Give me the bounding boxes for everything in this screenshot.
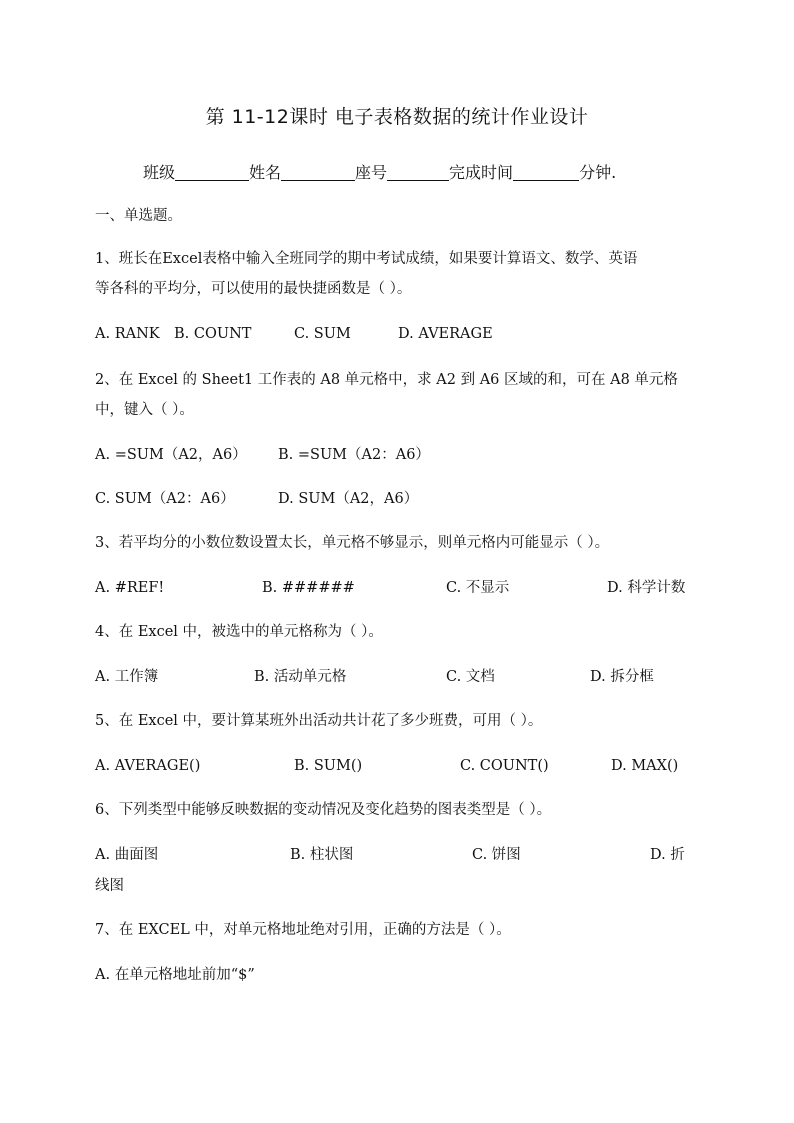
class-blank[interactable]: [175, 164, 249, 181]
minutes-suffix: 分钟.: [579, 163, 617, 182]
q3-option-a: A. #REF!: [95, 580, 165, 596]
question-1-line-2: 等各科的平均分，可以使用的最快捷函数是（ ）。: [95, 281, 412, 297]
q5-option-a: A. AVERAGE(): [95, 758, 201, 774]
section-heading: 一、单选题。: [95, 208, 182, 224]
q5-option-d: D. MAX(): [611, 758, 679, 774]
q5-option-b: B. SUM(): [294, 758, 363, 774]
seat-blank[interactable]: [387, 164, 449, 181]
time-label: 完成时间: [449, 163, 514, 182]
q7-option-a: A. 在单元格地址前加“$”: [95, 967, 255, 983]
q2-option-a: A. =SUM（A2，A6）: [95, 447, 247, 463]
question-2-line-1: 2、在 Excel 的 Sheet1 工作表的 A8 单元格中，求 A2 到 A6 区域的和，可在 A8 单元格: [95, 372, 678, 388]
q1-option-c: C. SUM: [294, 326, 351, 342]
q2-option-c: C. SUM（A2：A6）: [95, 491, 235, 507]
question-6-line-1: 6、下列类型中能够反映数据的变动情况及变化趋势的图表类型是（ ）。: [95, 802, 552, 818]
class-label: 班级: [143, 163, 176, 182]
q1-option-b: B. COUNT: [174, 326, 252, 342]
name-blank[interactable]: [281, 164, 355, 181]
q5-option-c: C. COUNT(): [460, 758, 549, 774]
question-5-line-1: 5、在 Excel 中，要计算某班外出活动共计花了多少班费，可用（ ）。: [95, 713, 543, 729]
q2-option-b: B. =SUM（A2：A6）: [278, 447, 430, 463]
q1-option-a: A. RANK: [95, 326, 160, 342]
q2-option-d: D. SUM（A2，A6）: [278, 491, 419, 507]
q3-option-b: B. ######: [262, 580, 355, 596]
page-title: 第 11-12课时 电子表格数据的统计作业设计: [205, 106, 589, 128]
question-2-line-2: 中，键入（ ）。: [95, 402, 194, 418]
q3-option-d: D. 科学计数: [607, 580, 686, 596]
name-label: 姓名: [249, 163, 282, 182]
q1-option-d: D. AVERAGE: [398, 326, 493, 342]
q4-option-a: A. 工作簿: [95, 669, 159, 685]
seat-label: 座号: [355, 163, 388, 182]
time-blank[interactable]: [513, 164, 579, 181]
question-3-line-1: 3、若平均分的小数位数设置太长，单元格不够显示，则单元格内可能显示（ ）。: [95, 535, 610, 551]
question-4-line-1: 4、在 Excel 中，被选中的单元格称为（ ）。: [95, 624, 383, 640]
q6-option-a: A. 曲面图: [95, 847, 159, 863]
q6-option-b: B. 柱状图: [290, 847, 354, 863]
q6-option-d: D. 折: [650, 847, 685, 863]
q3-option-c: C. 不显示: [446, 580, 510, 596]
q4-option-c: C. 文档: [446, 669, 495, 685]
q6-option-c: C. 饼图: [472, 847, 521, 863]
student-info-line: [143, 160, 616, 183]
question-7-line-1: 7、在 EXCEL 中，对单元格地址绝对引用，正确的方法是（ ）。: [95, 922, 511, 938]
q4-option-b: B. 活动单元格: [254, 669, 347, 685]
question-1-line-1: 1、班长在Excel表格中输入全班同学的期中考试成绩，如果要计算语文、数学、英语: [95, 251, 638, 267]
q4-option-d: D. 拆分框: [590, 669, 654, 685]
q6-option-d-wrap: 线图: [95, 878, 124, 894]
